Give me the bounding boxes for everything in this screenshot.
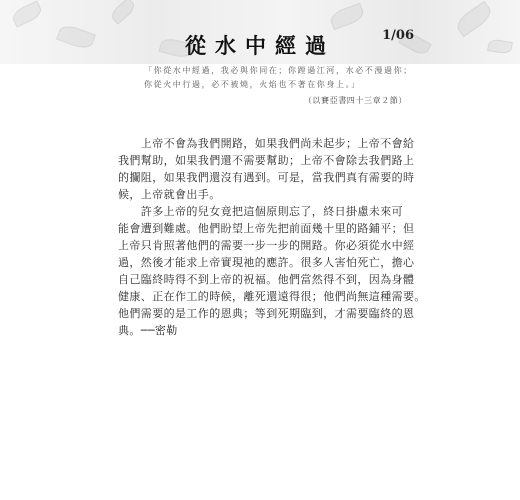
body-line: 健康、正在作工的時候，離死還遠得很；他們尚無這種需要。: [118, 290, 426, 303]
body-line: 候，上帝就會出手。: [118, 188, 221, 201]
date-label: 1/06: [382, 28, 414, 43]
body-line: 能會遭到難處。他們盼望上帝先把前面幾十里的路鋪平；但: [118, 222, 415, 235]
leaf-ornament: [328, 3, 366, 31]
body-line: 我們幫助，如果我們還不需要幫助；上帝不會除去我們路上: [118, 154, 415, 167]
body-line: 許多上帝的兒女竟把這個原則忘了，終日掛慮未來可: [118, 205, 403, 218]
devotional-body: [118, 135, 426, 339]
scripture-verse: [144, 64, 413, 92]
page-title: 從水中經過: [185, 33, 335, 58]
verse-line: 你從火中行過，必不被燒，火焰也不著在你身上。」: [144, 80, 361, 89]
body-line: 他們需要的是工作的恩典；等到死期臨到，才需要臨終的恩: [118, 307, 415, 320]
verse-line: 「你從水中經過，我必與你同在；你蹚過江河，水必不漫過你；: [144, 66, 413, 75]
leaf-ornament: [109, 0, 138, 25]
body-line: 的攔阻，如果我們還沒有遇到。可是，當我們真有需要的時: [118, 171, 415, 184]
body-line: 上帝不會為我們開路，如果我們尚未起步；上帝不會給: [118, 137, 415, 150]
body-line: 自己臨終時得不到上帝的祝福。他們當然得不到，因為身體: [118, 273, 415, 286]
body-line: 上帝只肯照著他們的需要一步一步的開路。你必須從水中經: [118, 239, 415, 252]
body-line: 典。──密勒: [118, 324, 178, 337]
verse-reference: （以賽亞書四十三章２節）: [303, 96, 407, 105]
leaf-ornament: [10, 0, 44, 27]
body-line: 過，然後才能求上帝實現祂的應許。很多人害怕死亡，擔心: [118, 256, 415, 269]
